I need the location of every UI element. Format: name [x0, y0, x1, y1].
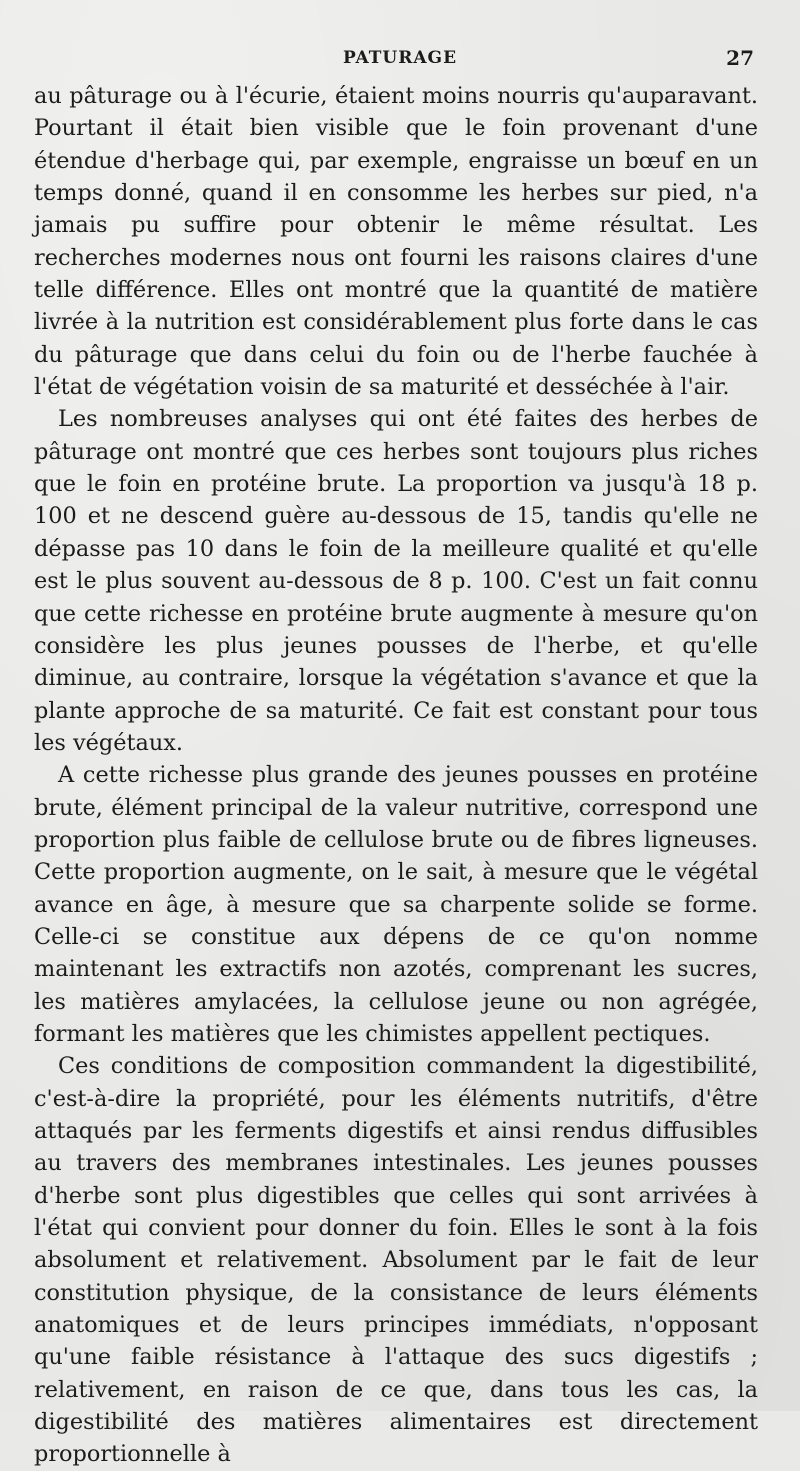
running-head — [0, 44, 800, 72]
paragraph-1: au pâturage ou à l'écurie, étaient moins nourris qu'auparavant. Pourtant il était bien visible que le foin provenant d'une étendue d'herbage qui, par exemple, engraisse un bœuf en un temps donné, quand il en consomme les herbes sur pied, n'a jamais pu suffire pour obtenir le même résultat. Les recherches modernes nous ont fourni les raisons claires d'une telle différence. Elles ont montré que la quantité de matière livrée à la nutrition est considérablement plus forte dans le cas du pâturage que dans celui du foin ou de l'herbe fauchée à l'état de végétation voisin de sa maturité et desséchée à l'air. — [34, 83, 758, 401]
running-title: PATURAGE — [342, 48, 458, 68]
paragraph-3: A cette richesse plus grande des jeunes pousses en protéine brute, élément principal de la valeur nutritive, correspond une proportion plus faible de cellulose brute ou de fibres ligneuses. Cette proportion augmente, on le sait, à mesure que le végétal avance en âge, à mesure que sa charpente solide se forme. Celle-ci se constitue aux dépens de ce qu'on nomme maintenant les extractifs non azotés, comprenant les sucres, les matières amylacées, la cellulose jeune ou non agrégée, formant les matières que les chimistes appellent pectiques. — [34, 762, 758, 1047]
paragraph-2: Les nombreuses analyses qui ont été faites des herbes de pâturage ont montré que ces herbes sont toujours plus riches que le foin en protéine brute. La proportion va jusqu'à 18 p. 100 et ne descend guère au-dessous de 15, tandis qu'elle ne dépasse pas 10 dans le foin de la meilleure qualité et qu'elle est le plus souvent au-dessous de 8 p. 100. C'est un fait connu que cette richesse en protéine brute augmente à mesure qu'on considère les plus jeunes pousses de l'herbe, et qu'elle diminue, au contraire, lorsque la végétation s'avance et que la plante approche de sa maturité. Ce fait est constant pour tous les végétaux. — [34, 406, 758, 756]
body-text — [34, 80, 758, 1471]
paragraph-4: Ces conditions de composition commandent la digestibilité, c'est-à-dire la propriété, pour les éléments nutritifs, d'être attaqués par les ferments digestifs et ainsi rendus diffusibles au travers des membranes intestinales. Les jeunes pousses d'herbe sont plus digestibles que celles qui sont arrivées à l'état qui convient pour donner du foin. Elles le sont à la fois absolument et relativement. Absolument par le fait de leur constitution physique, de la consistance de leurs éléments anatomiques et de leurs principes immédiats, n'opposant qu'une faible résistance à l'attaque des sucs digestifs ; relativement, en raison de ce que, dans tous les cas, la digestibilité des matières alimentaires est directement proportionnelle à — [34, 1053, 758, 1468]
page-number: 27 — [726, 46, 754, 70]
